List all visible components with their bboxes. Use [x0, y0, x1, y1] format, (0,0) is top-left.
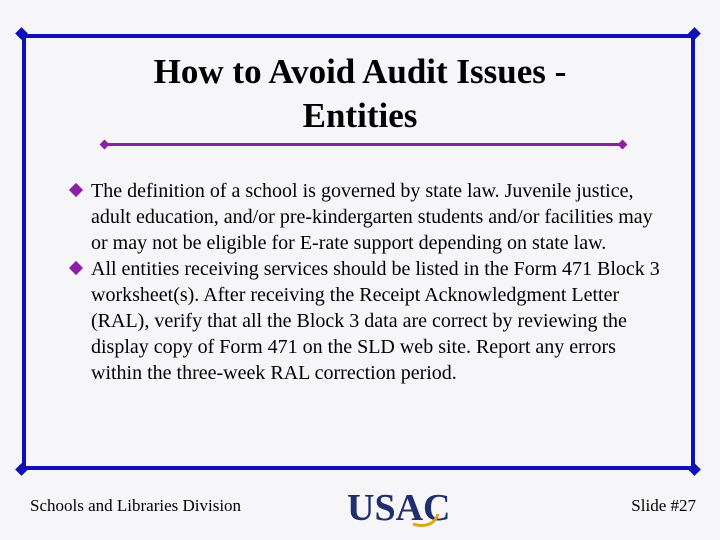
slide-title-line2: Entities: [302, 96, 418, 135]
bullet-text: All entities receiving services should be listed in the Form 471 Block 3 worksheet(s). After receiving the Receipt Acknowledgment Letter (RAL), verify that all the Block 3 data are correct by reviewing the display copy of Form 471 on the SLD web site. Report any errors within the three-week RAL correction period.: [91, 258, 660, 384]
bullet-item: [68, 178, 668, 256]
usac-logo: [343, 484, 451, 529]
diamond-bullet-icon: [69, 261, 83, 275]
bullet-item: [68, 256, 668, 386]
slide-number: Slide #27: [631, 496, 696, 515]
title-underline: [104, 143, 622, 146]
usac-logo-text: USAC: [347, 487, 451, 529]
bullet-text: The definition of a school is governed by state law. Juvenile justice, adult education, and/or pre-kindergarten students and/or facilities may or may not be eligible for E-rate support depending on state law.: [91, 180, 653, 254]
footer-division: Schools and Libraries Division: [30, 496, 242, 515]
slide-title-line1: How to Avoid Audit Issues -: [153, 52, 567, 91]
diamond-bullet-icon: [69, 183, 83, 197]
bullet-list: [68, 178, 668, 386]
slide-title: [40, 50, 680, 138]
